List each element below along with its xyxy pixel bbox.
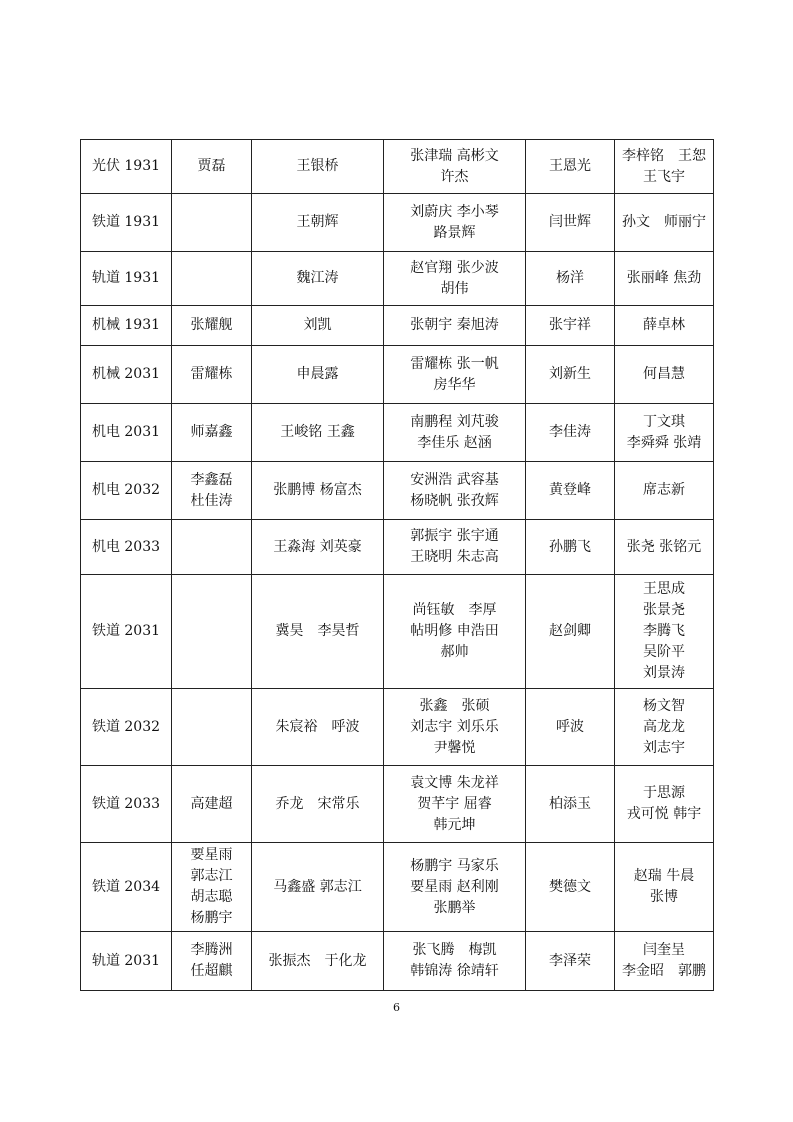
cell-text: 杨鹏宇 马家乐 [410,857,499,874]
cell-text: 高龙龙 [643,718,685,735]
cell-text: 张宇祥 [549,317,591,333]
cell-committee [252,462,384,520]
cell-text: 吴阶平 [643,644,685,660]
cell-members [384,346,526,404]
roster-table [80,139,714,991]
table-row [81,932,714,991]
cell-teacher [526,194,615,252]
cell-monitor [172,843,252,932]
cell-text: 王淼海 刘英豪 [273,538,362,555]
cell-class [81,140,172,194]
cell-text: 王峻铭 王鑫 [280,424,355,440]
cell-committee [252,140,384,194]
cell-class [81,346,172,404]
cell-monitor [172,252,252,306]
cell-teacher [526,462,615,520]
cell-committee [252,346,384,404]
cell-committee [252,689,384,766]
cell-text: 李佳涛 [549,424,591,440]
cell-monitor [172,575,252,689]
cell-members [384,462,526,520]
cell-text: 铁道 2034 [91,878,161,895]
cell-text: 南鹏程 刘芃骏 [410,413,499,430]
cell-members [384,689,526,766]
cell-text: 丁文琪 [643,413,685,430]
page-number: 6 [393,1001,400,1014]
cell-text: 机械 1931 [91,317,161,333]
cell-text: 郝帅 [440,644,469,660]
cell-text: 任超麒 [190,963,233,979]
cell-text: 王思成 [643,581,685,597]
cell-members [384,194,526,252]
cell-cadres [615,689,714,766]
cell-text: 尹馨悦 [433,739,476,756]
cell-cadres [615,404,714,462]
cell-teacher [526,689,615,766]
cell-committee [252,252,384,306]
table-row [81,140,714,194]
cell-text: 李腾洲 [190,942,233,958]
cell-text: 赵瑞 牛晨 [633,868,695,884]
cell-text: 尚钰敏 李厚 [412,602,497,618]
cell-committee [252,766,384,843]
cell-text: 孙鹏飞 [549,538,591,555]
cell-teacher [526,404,615,462]
table-row [81,689,714,766]
cell-text: 要星雨 赵利刚 [410,878,499,895]
cell-text: 孙文 师丽宁 [622,214,706,230]
cell-text: 许杰 [440,168,469,185]
cell-text: 黄登峰 [549,482,591,498]
cell-monitor [172,194,252,252]
cell-class [81,520,172,575]
cell-text: 贾磊 [197,158,226,174]
cell-monitor [172,404,252,462]
cell-text: 张尧 张铭元 [626,538,702,555]
cell-teacher [526,575,615,689]
cell-text: 何昌慧 [643,366,685,382]
cell-committee [252,575,384,689]
cell-text: 申晨露 [296,366,339,382]
cell-cadres [615,252,714,306]
cell-text: 李腾飞 [643,623,685,639]
table-row [81,346,714,404]
table-row [81,843,714,932]
cell-cadres [615,766,714,843]
cell-text: 魏江涛 [296,270,339,286]
cell-text: 张博 [650,889,678,905]
cell-monitor [172,766,252,843]
cell-monitor [172,462,252,520]
cell-text: 刘新生 [549,366,591,382]
cell-teacher [526,843,615,932]
cell-class [81,689,172,766]
cell-text: 轨道 2031 [91,952,161,969]
cell-class [81,462,172,520]
cell-members [384,140,526,194]
cell-text: 闫奎呈 [643,942,685,958]
cell-text: 胡志聪 [190,889,233,905]
cell-text: 张鑫 张硕 [419,697,490,714]
table-row [81,252,714,306]
cell-text: 张鹏博 杨富杰 [273,482,362,498]
cell-text: 王恩光 [549,158,591,174]
cell-committee [252,404,384,462]
cell-teacher [526,140,615,194]
cell-committee [252,932,384,991]
cell-text: 张飞腾 梅凯 [412,942,497,958]
cell-text: 刘志宇 [643,739,685,756]
cell-cadres [615,843,714,932]
cell-text: 要星雨 [190,847,233,863]
cell-text: 光伏 1931 [91,158,161,174]
cell-text: 樊德文 [549,878,591,895]
cell-cadres [615,140,714,194]
cell-text: 王飞宇 [643,168,685,185]
cell-text: 张振杰 于化龙 [268,952,367,969]
cell-text: 韩元坤 [433,816,476,833]
table-row [81,766,714,843]
cell-text: 机电 2032 [91,482,161,498]
table-row [81,404,714,462]
cell-text: 朱宸裕 呼波 [275,718,360,735]
cell-text: 房华华 [433,376,476,393]
cell-cadres [615,194,714,252]
cell-text: 铁道 1931 [91,214,161,230]
cell-text: 铁道 2033 [91,795,161,812]
cell-text: 杨洋 [556,270,584,286]
table-row [81,520,714,575]
cell-text: 雷耀栋 张一帆 [410,355,499,372]
cell-text: 刘蔚庆 李小琴 [410,203,499,220]
cell-text: 于思源 [643,785,685,801]
cell-text: 乔龙 宋常乐 [275,795,360,812]
table-row [81,194,714,252]
cell-text: 轨道 1931 [91,270,161,286]
cell-cadres [615,932,714,991]
cell-members [384,404,526,462]
cell-text: 韩锦涛 徐靖轩 [410,963,499,979]
cell-text: 赵剑卿 [549,623,591,639]
cell-text: 杨文智 [643,697,685,714]
cell-text: 冀昊 李昊哲 [275,623,360,639]
cell-text: 刘景涛 [643,665,685,681]
cell-text: 机电 2033 [91,538,161,555]
cell-class [81,194,172,252]
cell-text: 杨晓帆 张孜辉 [410,492,499,509]
cell-text: 张景尧 [643,602,685,618]
cell-cadres [615,520,714,575]
cell-text: 安洲浩 武容基 [410,471,499,488]
roster-table-body [81,140,714,991]
cell-text: 席志新 [643,482,685,498]
cell-teacher [526,766,615,843]
cell-class [81,932,172,991]
cell-members [384,843,526,932]
cell-monitor [172,689,252,766]
cell-monitor [172,520,252,575]
cell-text: 张鹏举 [433,899,476,916]
table-row [81,306,714,346]
cell-members [384,306,526,346]
cell-text: 张丽峰 焦劲 [626,270,702,286]
cell-text: 刘凯 [303,317,332,333]
cell-text: 王晓明 朱志高 [410,549,499,565]
cell-members [384,575,526,689]
cell-committee [252,306,384,346]
cell-class [81,252,172,306]
cell-monitor [172,306,252,346]
table-row [81,575,714,689]
cell-text: 袁文博 朱龙祥 [410,774,499,791]
cell-class [81,843,172,932]
cell-text: 贺芊宇 屈睿 [417,795,492,812]
cell-text: 雷耀栋 [190,366,233,382]
cell-text: 机电 2031 [91,424,161,440]
cell-text: 刘志宇 刘乐乐 [410,718,499,735]
cell-text: 闫世辉 [549,214,591,230]
cell-cadres [615,346,714,404]
cell-text: 王朝辉 [296,214,339,230]
cell-class [81,404,172,462]
cell-cadres [615,575,714,689]
cell-text: 王银桥 [296,158,339,174]
cell-class [81,766,172,843]
cell-committee [252,520,384,575]
cell-teacher [526,520,615,575]
cell-text: 马鑫盛 郭志江 [273,878,362,895]
cell-cadres [615,306,714,346]
cell-text: 杨鹏宇 [190,910,233,926]
cell-members [384,520,526,575]
cell-class [81,575,172,689]
cell-text: 李佳乐 赵涵 [417,434,492,451]
cell-text: 李金昭 郭鹏 [622,963,706,979]
cell-text: 师嘉鑫 [190,424,233,440]
cell-text: 赵官翔 张少波 [410,259,499,276]
cell-monitor [172,346,252,404]
cell-text: 张津瑞 高彬文 [410,147,499,164]
cell-text: 高建超 [190,795,233,812]
cell-text: 杜佳涛 [190,492,233,509]
cell-text: 李鑫磊 [190,471,233,488]
cell-text: 薛卓林 [643,317,685,333]
cell-cadres [615,462,714,520]
cell-monitor [172,140,252,194]
cell-text: 路景辉 [433,224,476,241]
cell-text: 机械 2031 [91,366,161,382]
cell-text: 李泽荣 [549,952,591,969]
cell-text: 郭振宇 张宇通 [410,528,499,544]
cell-members [384,932,526,991]
cell-text: 呼波 [556,718,584,735]
cell-text: 铁道 2031 [91,623,161,639]
cell-text: 郭志江 [190,868,233,884]
cell-teacher [526,252,615,306]
cell-text: 柏添玉 [549,795,591,812]
cell-text: 帖明修 申浩田 [410,623,499,639]
cell-class [81,306,172,346]
cell-committee [252,843,384,932]
cell-teacher [526,932,615,991]
table-row [81,462,714,520]
cell-members [384,252,526,306]
cell-members [384,766,526,843]
cell-text: 张耀舰 [190,317,233,333]
cell-text: 李舜舜 张靖 [626,434,702,451]
cell-text: 铁道 2032 [91,718,161,735]
cell-text: 李梓铭 王恕 [622,147,706,164]
cell-committee [252,194,384,252]
cell-text: 胡伟 [440,280,469,297]
cell-monitor [172,932,252,991]
cell-text: 戎可悦 韩宇 [626,806,702,822]
cell-teacher [526,306,615,346]
cell-text: 张朝宇 秦旭涛 [410,317,499,333]
cell-teacher [526,346,615,404]
